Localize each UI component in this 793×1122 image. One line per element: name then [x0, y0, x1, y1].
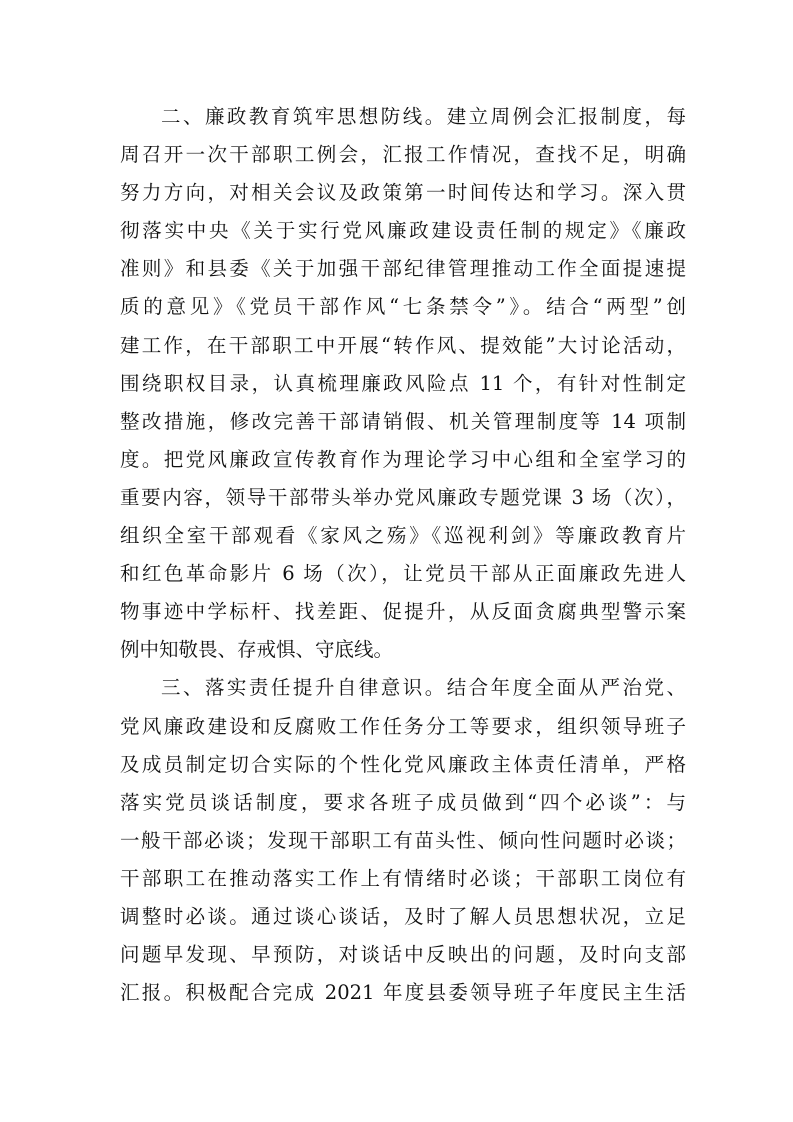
paragraph-line: 度。把党风廉政宣传教育作为理论学习中心组和全室学习的 [120, 447, 686, 471]
paragraph-line: 调整时必谈。通过谈心谈话，及时了解人员思想状况，立足 [120, 904, 686, 928]
body-text [120, 98, 686, 1012]
paragraph-line: 围绕职权目录，认真梳理廉政风险点 11 个，有针对性制定 [120, 371, 686, 395]
paragraph-2-anti-corruption-education [120, 98, 686, 669]
paragraph-line: 整改措施，修改完善干部请销假、机关管理制度等 14 项制 [120, 409, 686, 433]
paragraph-line: 重要内容，领导干部带头举办党风廉政专题党课 3 场（次）， [120, 485, 686, 509]
paragraph-line: 建工作，在干部职工中开展“转作风、提效能”大讨论活动， [120, 333, 686, 357]
paragraph-line: 干部职工在推动落实工作上有情绪时必谈；干部职工岗位有 [120, 866, 686, 890]
paragraph-line: 党风廉政建设和反腐败工作任务分工等要求，组织领导班子 [120, 714, 686, 738]
paragraph-line: 二、廉政教育筑牢思想防线。建立周例会汇报制度，每 [161, 105, 686, 128]
paragraph-line: 质的意见》《党员干部作风“七条禁令”》。结合“两型”创 [120, 295, 686, 319]
paragraph-line: 汇报。积极配合完成 2021 年度县委领导班子年度民主生活 [120, 981, 686, 1005]
paragraph-line: 三、落实责任提升自律意识。结合年度全面从严治党、 [161, 676, 686, 700]
paragraph-line: 例中知敬畏、存戒惧、守底线。 [120, 638, 394, 662]
paragraph-line: 物事迹中学标杆、找差距、促提升，从反面贪腐典型警示案 [120, 600, 686, 624]
paragraph-line: 彻落实中央《关于实行党风廉政建设责任制的规定》《廉政 [120, 219, 686, 243]
paragraph-line: 一般干部必谈；发现干部职工有苗头性、倾向性问题时必谈； [120, 828, 686, 852]
paragraph-line: 问题早发现、早预防，对谈话中反映出的问题，及时向支部 [120, 943, 686, 967]
paragraph-line: 周召开一次干部职工例会，汇报工作情况，查找不足，明确 [120, 143, 686, 167]
paragraph-line: 组织全室干部观看《家风之殇》《巡视利剑》等廉政教育片 [120, 524, 686, 548]
paragraph-3-responsibility-self-discipline [120, 669, 686, 1012]
paragraph-line: 落实党员谈话制度，要求各班子成员做到“四个必谈”：与 [120, 790, 686, 814]
paragraph-line: 准则》和县委《关于加强干部纪律管理推动工作全面提速提 [120, 257, 686, 281]
paragraph-line: 努力方向，对相关会议及政策第一时间传达和学习。深入贯 [120, 181, 686, 205]
paragraph-line: 和红色革命影片 6 场（次），让党员干部从正面廉政先进人 [120, 562, 686, 586]
paragraph-line: 及成员制定切合实际的个性化党风廉政主体责任清单，严格 [120, 752, 686, 776]
